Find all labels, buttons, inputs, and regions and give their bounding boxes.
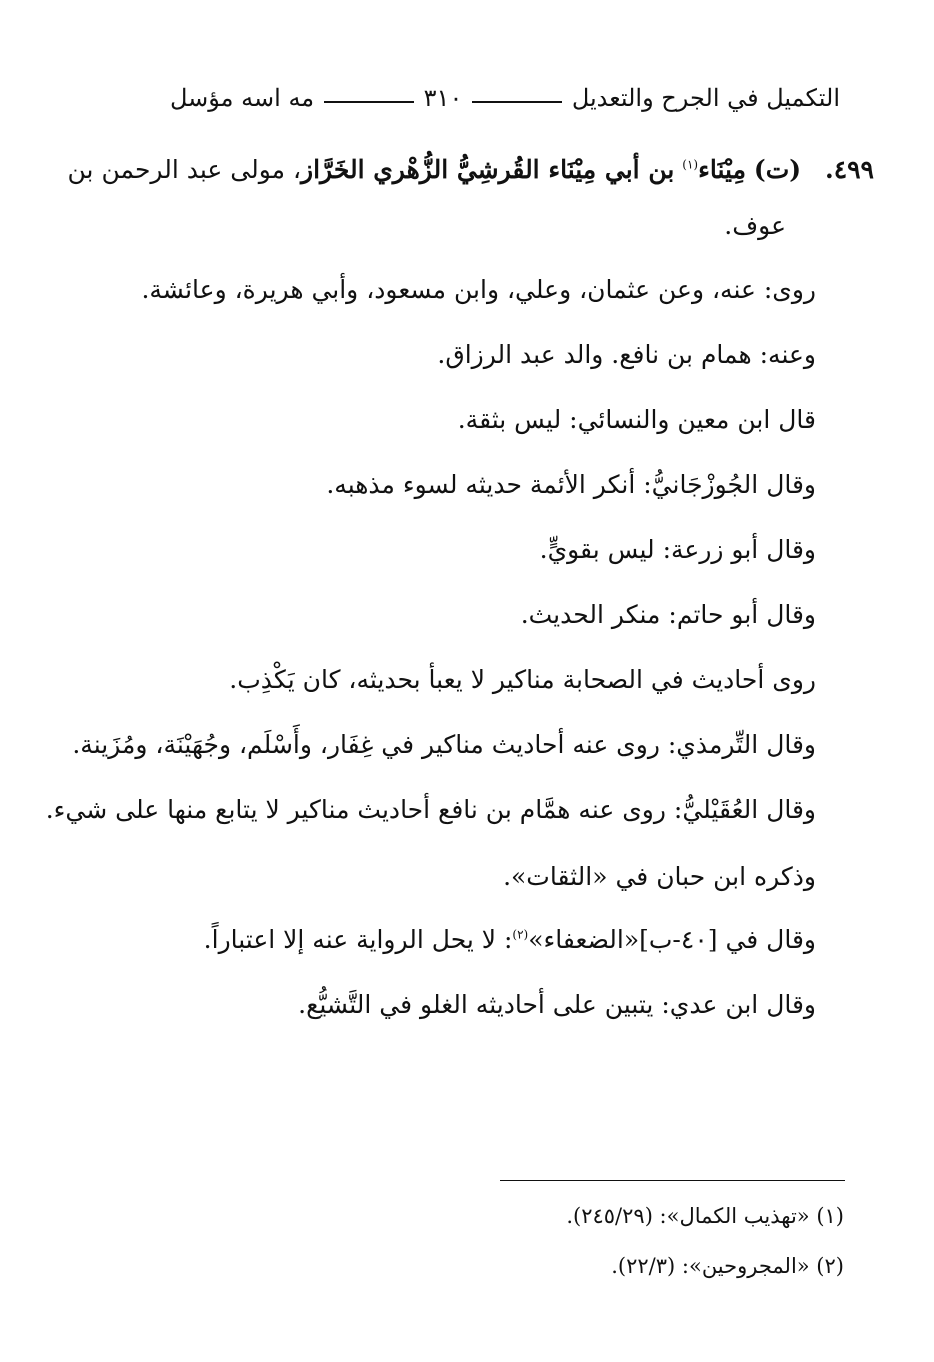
header-rule: [472, 101, 561, 103]
critic-opinion: وقال التِّرمذي: روى عنه أحاديث مناكير في غِفَار، وأَسْلَم، وجُهَيْنَة، ومُزَينة.: [72, 730, 816, 759]
narration-line: روى: عنه، وعن عثمان، وعلي، وابن مسعود، وأبي هريرة، وعائشة.: [141, 275, 816, 304]
critic-opinion: وقال العُقَيْليُّ: روى عنه همَّام بن نافع أحاديث مناكير لا يتابع منها على شيء.: [45, 795, 816, 824]
footnote-1: (١) «تهذيب الكمال»: (٢٤٥/٢٩).: [566, 1204, 844, 1228]
footnote-separator: [500, 1180, 845, 1181]
book-title: التكميل في الجرح والتعديل: [571, 84, 840, 112]
entry-description: ، مولى عبد الرحمن بن: [67, 155, 302, 184]
entry-lineage: بن أبي مِيْنَاء القُرشِيُّ الزُّهْري الخَرَّاز: [301, 155, 675, 184]
entry-name: مِيْنَاء: [698, 155, 746, 184]
entry-number: ٤٩٩.: [824, 155, 874, 184]
footnote-2: (٢) «المجروحين»: (٢٢/٣).: [611, 1254, 844, 1278]
critic-opinion: وقال في [٤٠-ب]«الضعفاء»$^{(٢)}$: لا يحل الرواية عنه إلا اعتباراً.: [203, 925, 816, 954]
narrators-line: وعنه: همام بن نافع. والد عبد الرزاق.: [437, 340, 816, 369]
page-number: ٣١٠: [423, 84, 463, 112]
critic-opinion: وقال أبو زرعة: ليس بقويٍّ.: [539, 535, 816, 564]
entry-heading-continuation: عوف.: [724, 211, 786, 240]
critic-opinion: روى أحاديث في الصحابة مناكير لا يعبأ بحديثه، كان يَكْذِب.: [229, 665, 816, 694]
footnote-ref-1: (١): [682, 157, 699, 172]
critic-opinion: وقال أبو حاتم: منكر الحديث.: [520, 600, 816, 629]
critic-opinion: وذكره ابن حبان في «الثقات».: [503, 862, 816, 891]
critic-opinion: قال ابن معين والنسائي: ليس بثقة.: [457, 405, 816, 434]
critic-opinion: وقال الجُوزْجَانيُّ: أنكر الأئمة حديثه لسوء مذهبه.: [326, 470, 816, 499]
publisher-mark: مه اسه مؤسل: [170, 84, 315, 112]
footnote-ref-2: (٢): [512, 927, 529, 942]
header-rule: [324, 101, 413, 103]
critic-opinion: وقال ابن عدي: يتبين على أحاديثه الغلو في التَّشيُّع.: [298, 990, 816, 1019]
entry-heading: [68, 150, 874, 190]
page-header: [170, 78, 840, 118]
entry-symbol: (ت): [753, 155, 802, 184]
